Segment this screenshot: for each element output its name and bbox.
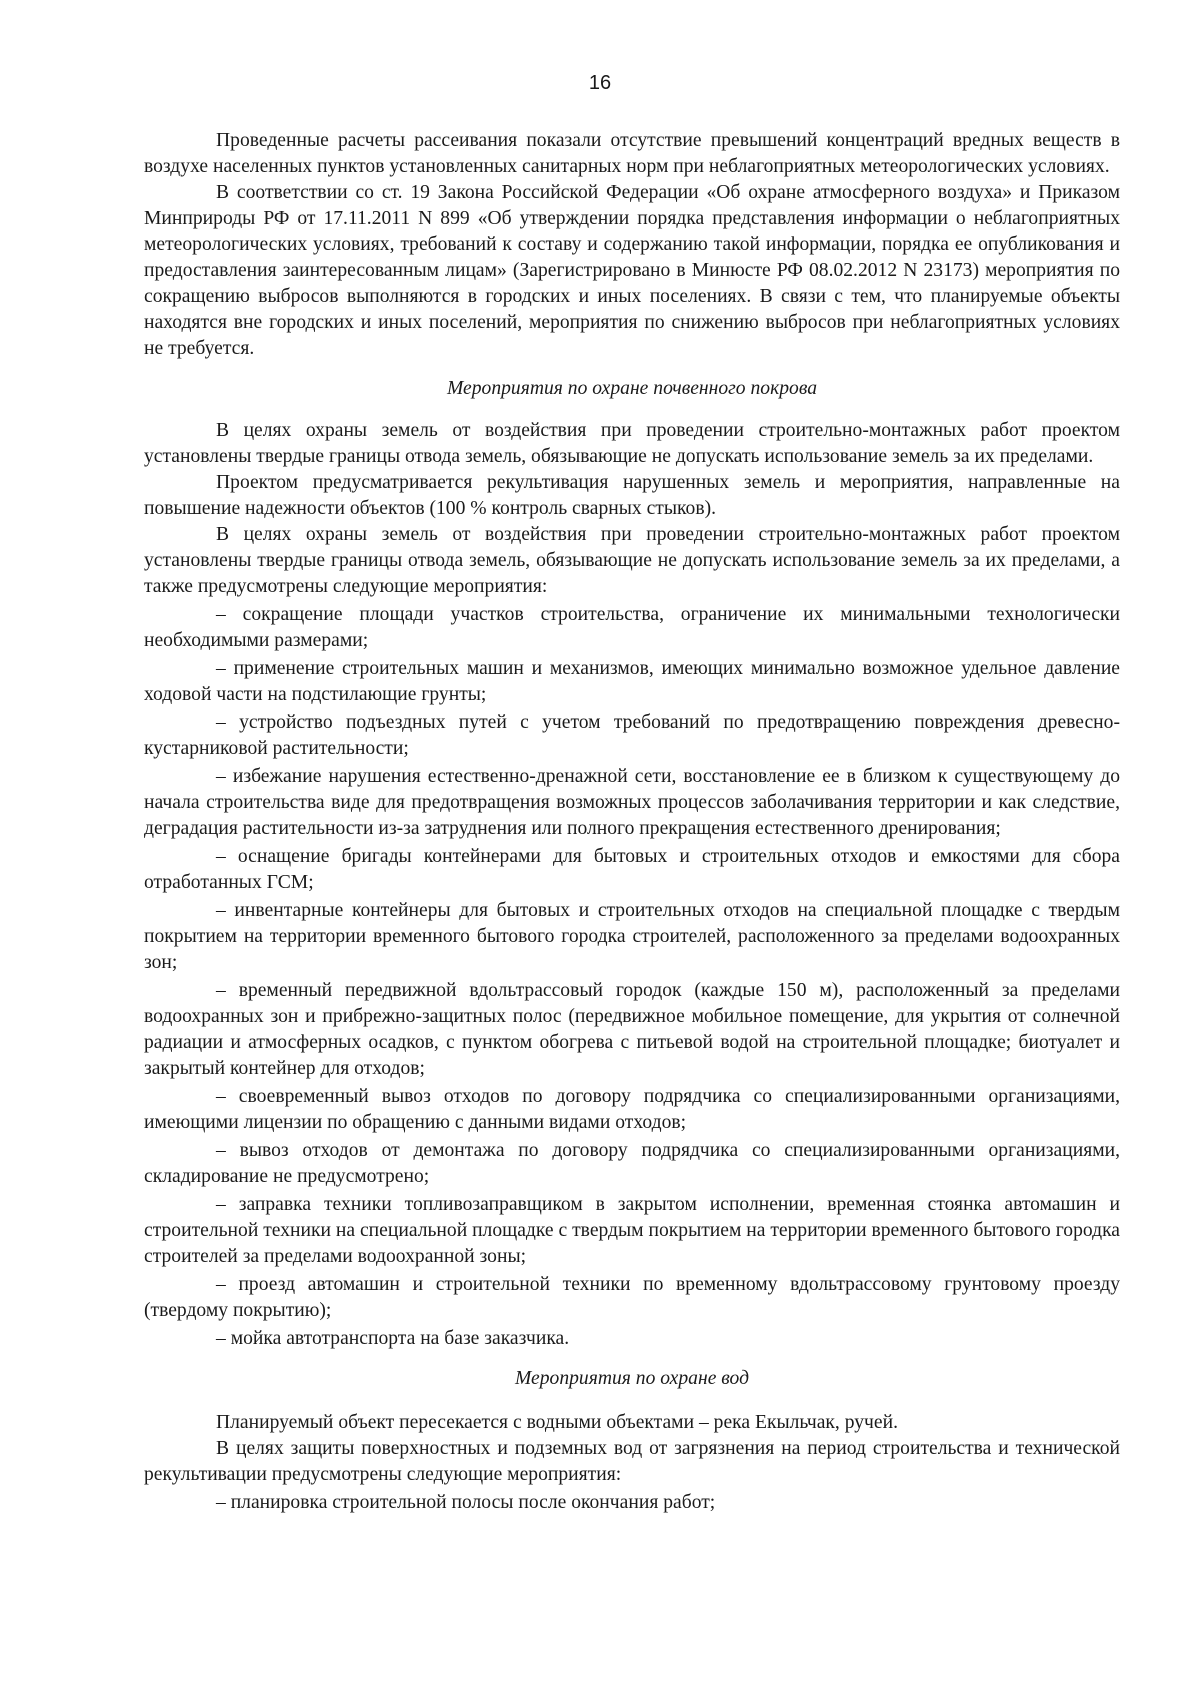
paragraph-law-reference: В соответствии со ст. 19 Закона Российской Федерации «Об охране атмосферного воздуха» и Приказом Минприроды РФ от 17.11.2011 N 899 «Об утверждении порядка представления информации о неблагоприятных метеорологических условиях, требований к составу и содержанию такой информации, порядка ее опубликования и предоставления заинтересованным лицам» (Зарегистрировано в Минюсте РФ 08.02.2012 N 23173) мероприятия по сокращению выбросов выполняются в городских и иных поселениях. В связи с тем, что планируемые объекты находятся вне городских и иных поселений, мероприятия по снижению выбросов при неблагоприятных условиях не требуется. xyxy=(144,182,1120,359)
list-item: – заправка техники топливозаправщиком в закрытом исполнении, временная стоянка автомашин и строительной техники на специальной площадке с твердым покрытием на территории временного бытового городка строителей за пределами водоохранной зоны; xyxy=(144,1194,1120,1267)
section-heading-waters: Мероприятия по охране вод xyxy=(515,1368,749,1389)
list-item: – своевременный вывоз отходов по договору подрядчика со специализированными организациями, имеющими лицензии по обращению с данными видами отходов; xyxy=(144,1086,1120,1133)
list-item: – вывоз отходов от демонтажа по договору подрядчика со специализированными организациями, складирование не предусмотрено; xyxy=(144,1140,1120,1187)
paragraph-soil-measures-intro: В целях охраны земель от воздействия при проведении строительно-монтажных работ проектом установлены твердые границы отвода земель, обязывающие не допускать использование земель за их пределами, а также предусмотрены следующие мероприятия: xyxy=(144,524,1120,597)
list-item: – проезд автомашин и строительной техники по временному вдольтрассовому грунтовому проезду (твердому покрытию); xyxy=(144,1274,1120,1321)
section-heading-soil: Мероприятия по охране почвенного покрова xyxy=(446,378,818,399)
paragraph-water-measures-intro: В целях защиты поверхностных и подземных вод от загрязнения на период строительства и технической рекультивации предусмотрены следующие мероприятия: xyxy=(144,1438,1120,1485)
page-content xyxy=(144,128,1120,1516)
list-item: – планировка строительной полосы после окончания работ; xyxy=(216,1492,716,1513)
page-number: 16 xyxy=(588,72,612,94)
paragraph-water-objects: Планируемый объект пересекается с водными объектами – река Екыльчак, ручей. xyxy=(216,1412,898,1433)
list-item: – устройство подъездных путей с учетом требований по предотвращению повреждения древесно-кустарниковой растительности; xyxy=(144,712,1120,759)
list-item: – временный передвижной вдольтрассовый городок (каждые 150 м), расположенный за пределами водоохранных зон и прибрежно-защитных полос (передвижное мобильное помещение, для укрытия от солнечной радиации и атмосферных осадков, с пунктом обогрева с питьевой водой на строительной площадке; биотуалет и закрытый контейнер для отходов; xyxy=(144,980,1120,1079)
list-item: – применение строительных машин и механизмов, имеющих минимально возможное удельное давление ходовой части на подстилающие грунты; xyxy=(144,658,1120,705)
list-item: – мойка автотранспорта на базе заказчика. xyxy=(216,1328,570,1349)
list-item: – избежание нарушения естественно-дренажной сети, восстановление ее в близком к существующему до начала строительства виде для предотвращения возможных процессов заболачивания территории и как следствие, деградация растительности из-за затруднения или полного прекращения естественного дренирования; xyxy=(144,766,1120,839)
list-item: – сокращение площади участков строительства, ограничение их минимальными технологически необходимыми размерами; xyxy=(144,604,1120,651)
list-item: – инвентарные контейнеры для бытовых и строительных отходов на специальной площадке с твердым покрытием на территории временного бытового городка строителей, расположенного за пределами водоохранных зон; xyxy=(144,900,1120,973)
paragraph-soil-boundaries: В целях охраны земель от воздействия при проведении строительно-монтажных работ проектом установлены твердые границы отвода земель, обязывающие не допускать использование земель за их пределами. xyxy=(144,420,1120,467)
paragraph-dispersion-results: Проведенные расчеты рассеивания показали отсутствие превышений концентраций вредных веществ в воздухе населенных пунктов установленных санитарных норм при неблагоприятных метеорологических условиях. xyxy=(144,130,1120,177)
list-item: – оснащение бригады контейнерами для бытовых и строительных отходов и емкостями для сбора отработанных ГСМ; xyxy=(144,846,1120,893)
paragraph-soil-recultivation: Проектом предусматривается рекультивация нарушенных земель и мероприятия, направленные на повышение надежности объектов (100 % контроль сварных стыков). xyxy=(144,472,1120,519)
